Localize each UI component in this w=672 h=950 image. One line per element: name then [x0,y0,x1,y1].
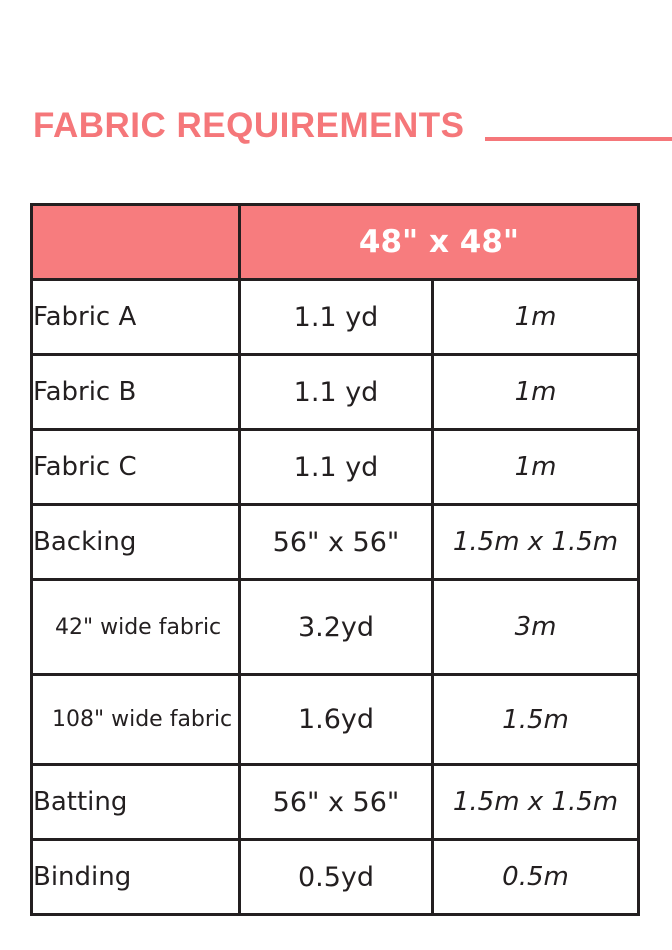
table-row [32,505,639,580]
table-header-row [32,205,639,280]
metric-amount: 1.5m [433,675,639,765]
table-row [32,840,639,915]
table-row [32,430,639,505]
table-row [32,580,639,675]
imperial-amount: 3.2yd [240,580,433,675]
row-label: Fabric B [32,355,240,430]
table-row [32,355,639,430]
imperial-amount: 0.5yd [240,840,433,915]
metric-amount: 1m [433,355,639,430]
size-header: 48" x 48" [240,205,639,280]
imperial-amount: 1.1 yd [240,280,433,355]
metric-amount: 1.5m x 1.5m [433,505,639,580]
metric-amount: 3m [433,580,639,675]
imperial-amount: 56" x 56" [240,765,433,840]
table-row [32,675,639,765]
imperial-amount: 1.1 yd [240,430,433,505]
imperial-amount: 1.1 yd [240,355,433,430]
row-label: 108" wide fabric [32,675,240,765]
heading-underline-rule [485,137,672,141]
row-label: Batting [32,765,240,840]
row-label: Fabric C [32,430,240,505]
metric-amount: 1m [433,280,639,355]
metric-amount: 0.5m [433,840,639,915]
page-title: FABRIC REQUIREMENTS [33,106,465,145]
metric-amount: 1.5m x 1.5m [433,765,639,840]
row-label: 42" wide fabric [32,580,240,675]
table-row [32,765,639,840]
imperial-amount: 1.6yd [240,675,433,765]
fabric-requirements-table [30,203,640,916]
imperial-amount: 56" x 56" [240,505,433,580]
table-row [32,280,639,355]
row-label: Backing [32,505,240,580]
row-label: Binding [32,840,240,915]
section-heading [33,104,672,148]
header-empty-cell [32,205,240,280]
row-label: Fabric A [32,280,240,355]
metric-amount: 1m [433,430,639,505]
